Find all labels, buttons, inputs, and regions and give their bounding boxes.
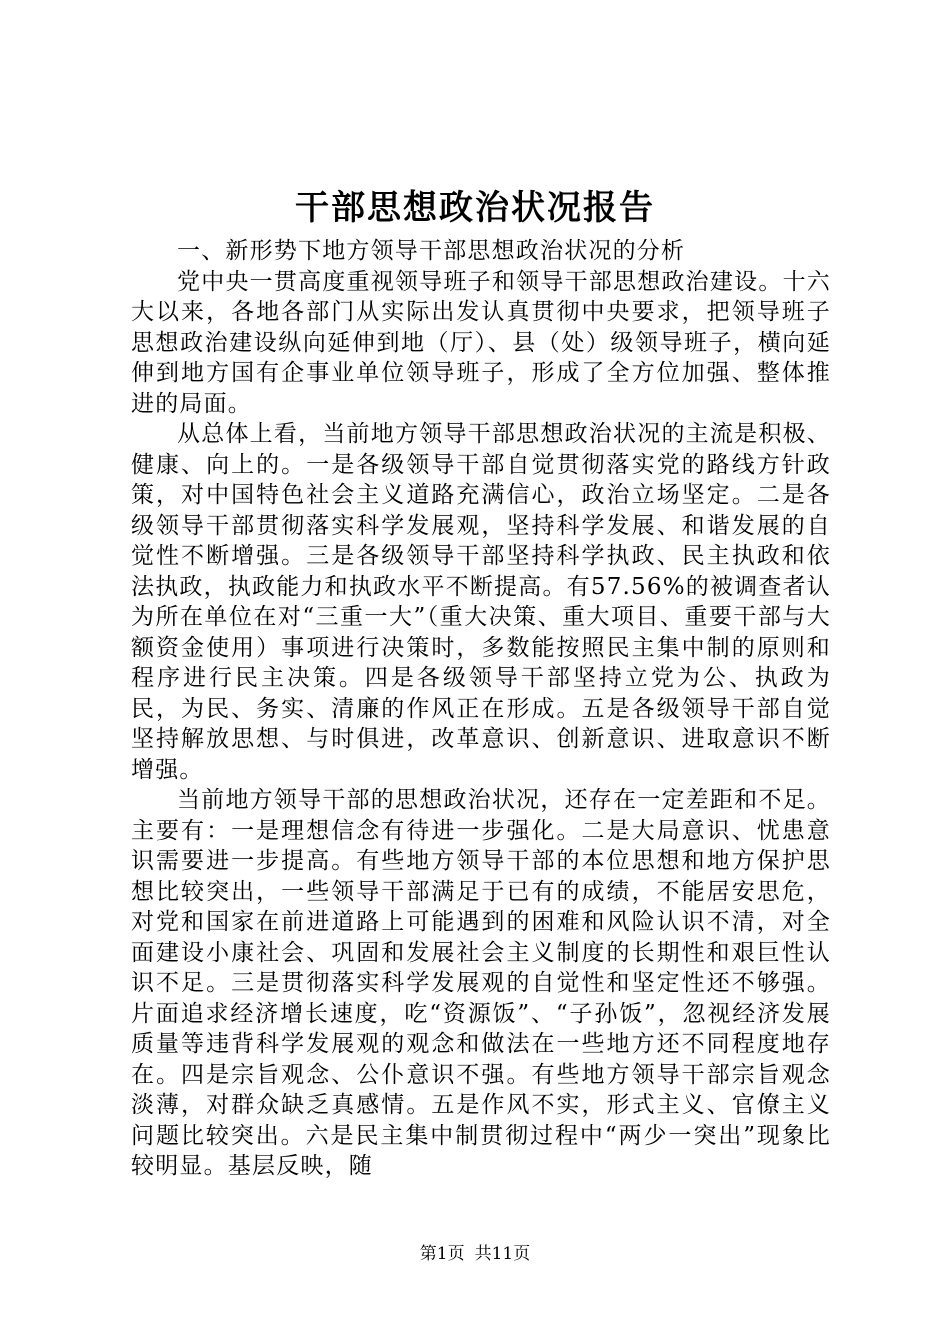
paragraph-2: 从总体上看，当前地方领导干部思想政治状况的主流是积极、健康、向上的。一是各级领导干部自觉贯彻落实党的路线方针政策，对中国特色社会主义道路充满信心，政治立场坚定。二是各级领导干部贯彻落实科学发展观，坚持科学发展、和谐发展的自觉性不断增强。三是各级领导干部坚持科学执政、民主执政和依法执政，执政能力和执政水平不断提高。有57.56%的被调查者认为所在单位在对“三重一大”（重大决策、重大项目、重要干部与大额资金使用）事项进行决策时，多数能按照民主集中制的原则和程序进行民主决策。四是各级领导干部坚持立党为公、执政为民，为民、务实、清廉的作风正在形成。五是各级领导干部自觉坚持解放思想、与时俱进，改革意识、创新意识、进取意识不断增强。 xyxy=(131,421,831,783)
paragraph-3: 当前地方领导干部的思想政治状况，还存在一定差距和不足。主要有：一是理想信念有待进一步强化。二是大局意识、忧患意识需要进一步提高。有些地方领导干部的本位思想和地方保护思想比较突出，一些领导干部满足于已有的成绩，不能居安思危，对党和国家在前进道路上可能遇到的困难和风险认识不清，对全面建设小康社会、巩固和发展社会主义制度的长期性和艰巨性认识不足。三是贯彻落实科学发展观的自觉性和坚定性还不够强。片面追求经济增长速度，吃“资源饭”、“子孙饭”，忽视经济发展质量等违背科学发展观的观念和做法在一些地方还不同程度地存在。四是宗旨观念、公仆意识不强。有些地方领导干部宗旨观念淡薄，对群众缺乏真感情。五是作风不实，形式主义、官僚主义问题比较突出。六是民主集中制贯彻过程中“两少一突出”现象比较明显。基层反映，随 xyxy=(131,787,831,1179)
document-title: 干部思想政治状况报告 xyxy=(295,188,655,228)
section-heading: 一、新形势下地方领导干部思想政治状况的分析 xyxy=(177,238,686,264)
paragraph-1: 党中央一贯高度重视领导班子和领导干部思想政治建设。十六大以来，各地各部门从实际出发认真贯彻中央要求，把领导班子思想政治建设纵向延伸到地（厅）、县（处）级领导班子，横向延伸到地方国有企事业单位领导班子，形成了全方位加强、整体推进的局面。 xyxy=(131,268,831,417)
page-total: 共11页 xyxy=(474,1244,531,1264)
page-footer xyxy=(0,1242,950,1266)
document-body xyxy=(131,236,831,1182)
page-number: 第1页 xyxy=(419,1244,465,1264)
